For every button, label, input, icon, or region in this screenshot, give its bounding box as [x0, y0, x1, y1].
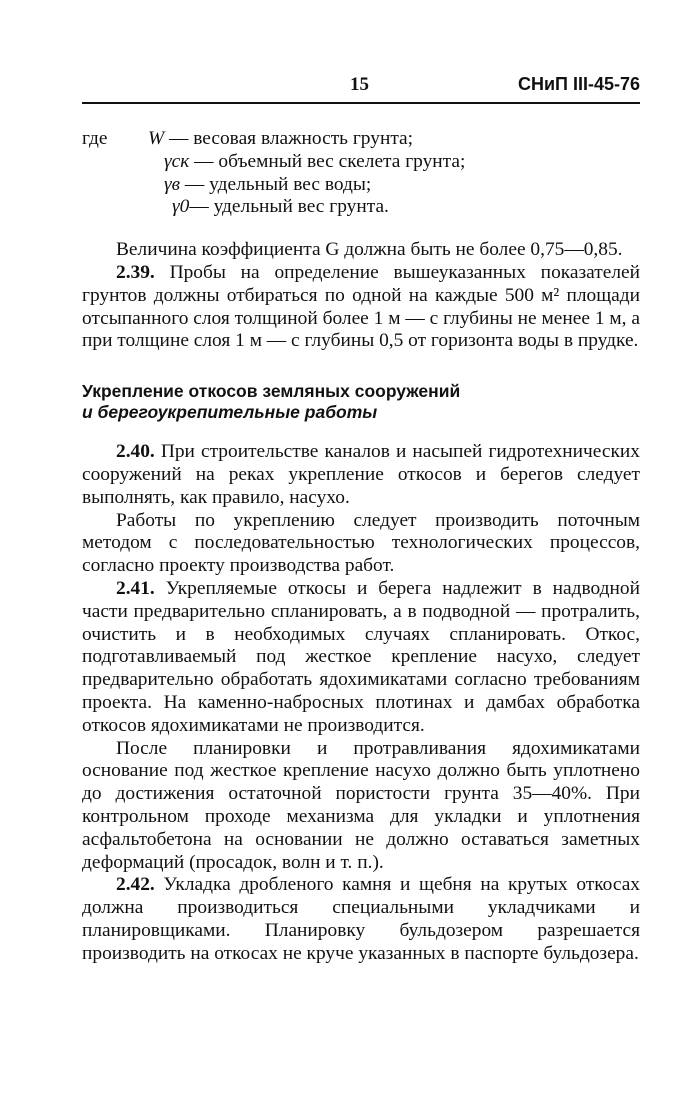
clause-number: 2.41. [116, 577, 155, 599]
section-subtitle: и берегоукрепительные работы [82, 402, 378, 423]
clause-2-40-continued: Работы по укреплению следует производить поточным методом с последовательностью технологических процессов, согласно проекту производства работ. [82, 509, 640, 577]
clause-2-41 [82, 578, 640, 738]
definition-symbol: W [148, 128, 165, 149]
definition-item [144, 151, 640, 174]
variable-definitions [82, 128, 640, 219]
page-content [82, 128, 640, 966]
clause-number: 2.39. [116, 261, 155, 283]
clause-2-41-continued: После планировки и протравливания ядохимикатами основание под жесткое крепление насухо должно быть уплотнено до достижения остаточной пористости грунта 35—40%. При контрольном проходе механизма для укладки и уплотнения асфальтобетона на основании не должно оставаться заметных деформаций (просадок, волн и т. п.). [82, 737, 640, 873]
clause-2-40 [82, 441, 640, 509]
clause-number: 2.40. [116, 441, 155, 463]
page-header [82, 74, 640, 98]
page-number: 15 [350, 74, 369, 95]
clause-text: Пробы на определение вышеуказанных показателей грунтов должны отбираться по одной на каждые 500 м² площади отсыпанного слоя толщиной более 1 м — с глубины не менее 1 м, а при толщине слоя 1 м — с глубины 0,5 от горизонта воды в прудке. [82, 261, 640, 352]
clause-text: Укладка дробленого камня и щебня на крутых откосах должна производиться специальными укладчиками и планировщиками. Планировку бульдозером разрешается производить на откосах не круче указанных в паспорте бульдозера. [82, 874, 640, 964]
header-divider [82, 102, 640, 104]
definition-item [144, 128, 640, 151]
clause-text: При строительстве каналов и насыпей гидротехнических сооружений на реках укрепление откосов и берегов следует выполнять, как правило, насухо. [82, 441, 640, 508]
clause-text: Укрепляемые откосы и берега надлежит в надводной части предварительно спланировать, а в подводной — протралить, очистить и в необходимых случаях спланировать. Откос, подготавливаемый под жесткое крепление насухо, следует предварительно обработать ядохимикатами согласно требованиям проекта. На каменно-набросных плотинах и дамбах обработка откосов ядохимикатами не производится. [82, 577, 640, 736]
definition-symbol: γ0 [172, 196, 190, 218]
definition-text: — объемный вес скелета грунта; [189, 150, 466, 172]
where-label: где [82, 128, 108, 149]
definition-item [144, 196, 640, 219]
section-heading [82, 381, 640, 423]
definition-text: — удельный вес грунта. [189, 196, 389, 218]
document-code: СНиП III-45-76 [517, 74, 640, 94]
clause-2-42 [82, 874, 640, 965]
definition-symbol: γск [164, 150, 190, 172]
definition-text: — удельный вес воды; [180, 173, 372, 195]
section-title: Укрепление откосов земляных сооружений [82, 381, 461, 402]
clause-number: 2.42. [116, 874, 155, 896]
definition-text: — весовая влажность грунта; [164, 128, 414, 149]
definition-symbol: γв [164, 173, 181, 195]
clause-2-39 [82, 262, 640, 353]
definition-item [144, 174, 640, 197]
coefficient-paragraph: Величина коэффициента G должна быть не более 0,75—0,85. [116, 239, 623, 261]
